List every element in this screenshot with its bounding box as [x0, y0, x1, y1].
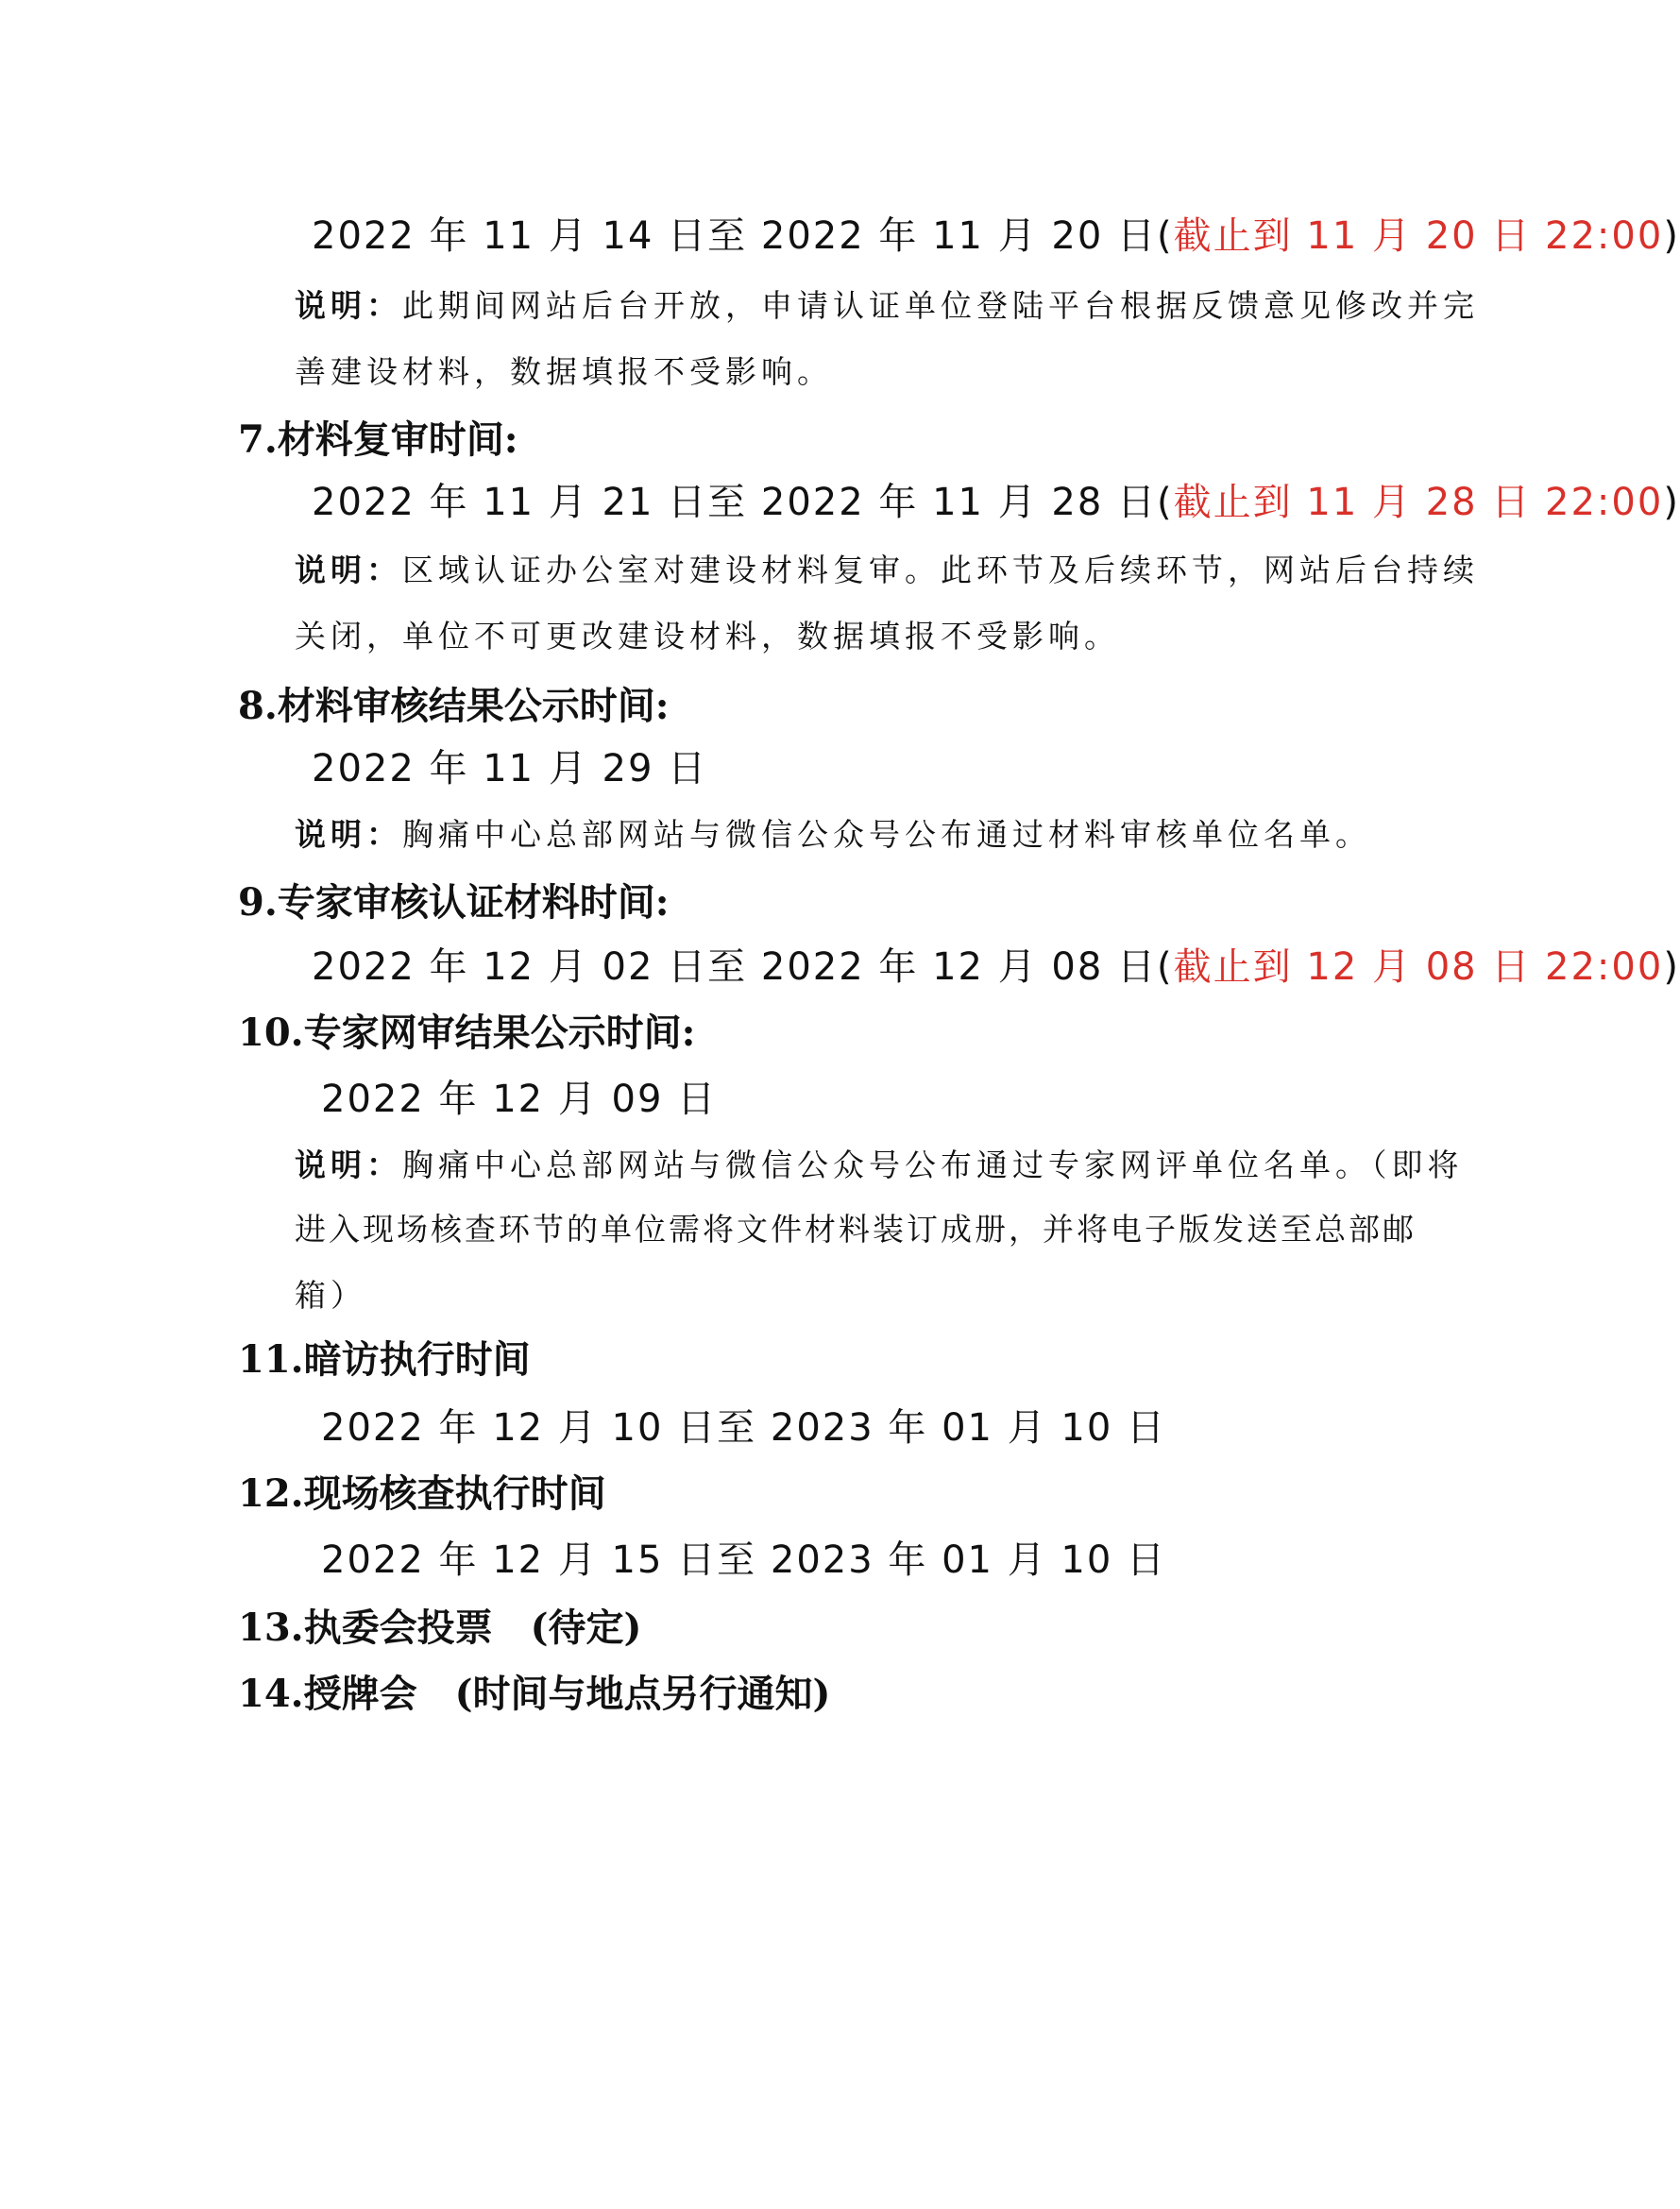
- date-range-line: 2022 年 12 月 10 日至 2023 年 01 月 10 日: [321, 1406, 1167, 1450]
- note-label: 说明：: [295, 1147, 402, 1183]
- note-line: 善建设材料，数据填报不受影响。: [295, 353, 833, 390]
- date-range: 2022 年 12 月 02 日至 2022 年 12 月 08 日(: [312, 945, 1174, 989]
- note-label: 说明：: [295, 287, 402, 324]
- section-heading: 13.执委会投票 (待定): [238, 1606, 642, 1650]
- note-line: [295, 281, 1479, 326]
- note-text: 此期间网站后台开放，申请认证单位登陆平台根据反馈意见修改并完: [402, 287, 1479, 324]
- note-label: 说明：: [295, 816, 402, 853]
- close-paren: ): [1663, 214, 1680, 258]
- close-paren: ): [1663, 945, 1680, 989]
- close-paren: ): [1663, 481, 1680, 524]
- section-heading: 11.暗访执行时间: [238, 1337, 531, 1382]
- deadline-text: 截止到 11 月 28 日 22:00: [1173, 481, 1664, 524]
- note-line: [295, 1141, 1464, 1185]
- section-heading: 7.材料复审时间:: [238, 417, 518, 462]
- section-heading: 14.授牌会 (时间与地点另行通知): [238, 1672, 831, 1716]
- section-heading: 12.现场核查执行时间: [238, 1471, 606, 1516]
- note-text: 胸痛中心总部网站与微信公众号公布通过专家网评单位名单。（即将: [402, 1147, 1464, 1183]
- note-text: 区域认证办公室对建设材料复审。此环节及后续环节，网站后台持续: [402, 552, 1479, 588]
- date-range-line: [312, 472, 1680, 526]
- section-heading: 9.专家审核认证材料时间:: [238, 880, 670, 925]
- note-label: 说明：: [295, 552, 402, 588]
- date-line: 2022 年 12 月 09 日: [321, 1078, 718, 1121]
- note-line: 关闭，单位不可更改建设材料，数据填报不受影响。: [295, 618, 1120, 654]
- date-range-line: [312, 937, 1680, 991]
- date-range: 2022 年 11 月 21 日至 2022 年 11 月 28 日(: [312, 481, 1174, 524]
- section-heading: 8.材料审核结果公示时间:: [238, 684, 670, 728]
- note-line: 箱）: [295, 1277, 366, 1314]
- date-range: 2022 年 11 月 14 日至 2022 年 11 月 20 日(: [312, 214, 1174, 258]
- note-line: [295, 546, 1479, 590]
- section-heading: 10.专家网审结果公示时间:: [238, 1011, 696, 1055]
- note-line: [295, 810, 1371, 855]
- note-text: 胸痛中心总部网站与微信公众号公布通过材料审核单位名单。: [402, 816, 1371, 853]
- date-line: 2022 年 11 月 29 日: [312, 747, 708, 790]
- deadline-text: 截止到 12 月 08 日 22:00: [1173, 945, 1664, 989]
- note-line: 进入现场核查环节的单位需将文件材料装订成册，并将电子版发送至总部邮: [295, 1211, 1417, 1248]
- date-range-line: [312, 206, 1680, 260]
- date-range-line: 2022 年 12 月 15 日至 2023 年 01 月 10 日: [321, 1538, 1167, 1582]
- deadline-text: 截止到 11 月 20 日 22:00: [1173, 214, 1664, 258]
